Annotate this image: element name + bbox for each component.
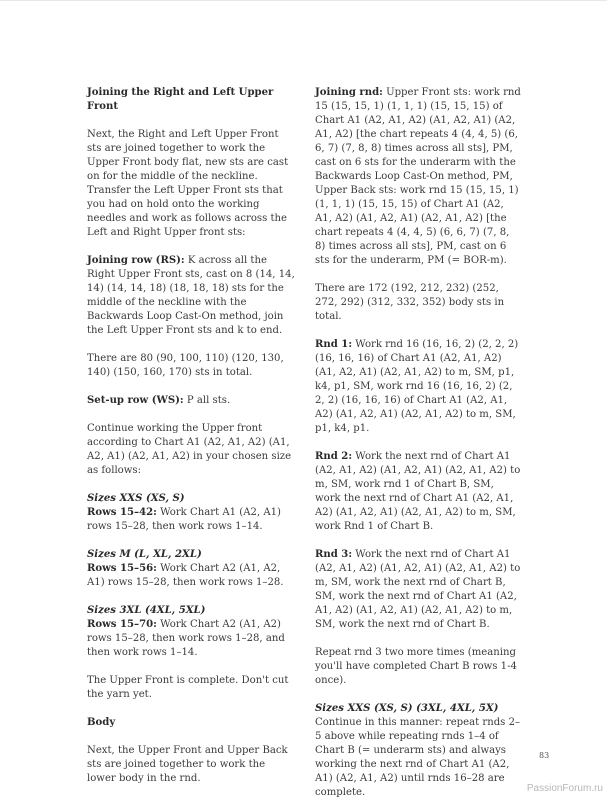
sizes-m-rows-text: Work Chart A2 (A1, A2, A1) rows 15–28, then work rows 1–28. xyxy=(87,563,284,588)
sizes-3xl-rows-text: Work Chart A2 (A1, A2) rows 15–28, then work rows 1–28, and then work rows 1–14. xyxy=(87,619,285,658)
rnd1-paragraph xyxy=(315,338,521,436)
sizes-3xl-heading: Sizes 3XL (4XL, 5XL) xyxy=(87,605,206,616)
rnd1-text: Work rnd 16 (16, 16, 2) (2, 2, 2) (16, 16, 16) of Chart A1 (A2, A1, A2) (A1, A2, A1) (A2, A1, A2) to m, SM, p1, k4, p1, SM, work rnd 16 (16, 16, 2) (2, 2, 2) (16, 16, 16) of Chart A1 (A2, A1, A2) (A1, A2, A1) (A2, A1, A2) to m, SM, p1, k4, p1. xyxy=(315,339,519,434)
rnd2-text: Work the next rnd of Chart A1 (A2, A1, A2) (A1, A2, A1) (A2, A1, A2) to m, SM, work rnd 1 of Chart B, SM, work the next rnd of Chart A1 (A2, A1, A2) (A1, A2, A1) (A2, A1, A2) to m, SM, work Rnd 1 of Chart B. xyxy=(315,451,521,532)
setup-row-text: P all sts. xyxy=(183,395,231,406)
sizes-xxs-heading: Sizes XXS (XS, S) xyxy=(87,493,185,504)
page-top-rule xyxy=(0,0,607,1)
sizes-paragraph: Continue in this manner: repeat rnds 2–5 above while repeating rnds 1–4 of Chart B (= underarm sts) and always working the next rnd of Chart A1 (A2, A1) (A2, A1, A2) until rnds 16–28 are complete. xyxy=(315,717,521,798)
right-column xyxy=(315,86,521,800)
joining-row-paragraph xyxy=(87,254,295,338)
rnd2-label: Rnd 2: xyxy=(315,451,353,462)
heading-body: Body xyxy=(87,717,116,728)
rnd2-paragraph xyxy=(315,450,521,534)
joining-rnd-label: Joining rnd: xyxy=(315,87,383,98)
setup-row-paragraph xyxy=(87,394,295,408)
rnd3-text: Work the next rnd of Chart A1 (A2, A1, A2) (A1, A2, A1) (A2, A1, A2) to m, SM, work the next rnd of Chart B, SM, work the next rnd of Chart A1 (A2, A1, A2) (A1, A2, A1) (A2, A1, A2) to m, SM, work the next rnd of Chart B. xyxy=(315,549,521,630)
rnd3-paragraph xyxy=(315,548,521,632)
sizes-xxs-rows xyxy=(87,506,295,534)
sizes-xxs-rows-label: Rows 15–42: xyxy=(87,507,157,518)
rnd1-label: Rnd 1: xyxy=(315,339,353,350)
body-sts-paragraph: There are 172 (192, 212, 232) (252, 272, 292) (312, 332, 352) body sts in total. xyxy=(315,283,505,322)
setup-row-label: Set-up row (WS): xyxy=(87,395,184,406)
sizes-3xl-rows xyxy=(87,618,295,660)
sizes-heading: Sizes XXS (XS, S) (3XL, 4XL, 5X) xyxy=(315,703,499,714)
sizes-xxs-rows-text: Work Chart A1 (A2, A1) rows 15–28, then work rows 1–14. xyxy=(87,507,281,532)
body-paragraph: Next, the Upper Front and Upper Back sts are joined together to work the lower body in the rnd. xyxy=(87,745,288,784)
joining-rnd-paragraph xyxy=(315,86,521,268)
sizes-3xl-rows-label: Rows 15–70: xyxy=(87,619,157,630)
sizes-m-rows xyxy=(87,562,295,590)
left-column xyxy=(87,86,295,786)
intro-paragraph: Next, the Right and Left Upper Front sts are joined together to work the Upper Front body flat, new sts are cast on for the middle of the neckline. Transfer the Left Upper Front sts that you had on hold onto the working needles and work as follows across the Left and Right Upper front sts: xyxy=(87,129,289,238)
joining-row-label: Joining row (RS): xyxy=(87,255,185,266)
upper-front-complete-paragraph: The Upper Front is complete. Don't cut the yarn yet. xyxy=(87,675,289,700)
watermark: PassionForum.ru xyxy=(526,783,603,794)
heading-joining-upper-front: Joining the Right and Left Upper Front xyxy=(87,87,274,112)
rnd3-label: Rnd 3: xyxy=(315,549,353,560)
page-number: 83 xyxy=(539,751,550,760)
sizes-m-heading: Sizes M (L, XL, 2XL) xyxy=(87,549,202,560)
joining-rnd-text: Upper Front sts: work rnd 15 (15, 15, 1) (1, 1, 1) (15, 15, 15) of Chart A1 (A2, A1, A2) (A1, A2, A1) (A2, A1, A2) [the chart repeats 4 (4, 4, 5) (6, 6, 7) (7, 8, 8) times across all sts], PM, cast on 6 sts for the underarm with the Backwards Loop Cast-On method, PM, Upper Back sts: work rnd 15 (15, 15, 1) (1, 1, 1) (15, 15, 15) of Chart A1 (A2, A1, A2) (A1, A2, A1) (A2, A1, A2) [the chart repeats 4 (4, 4, 5) (6, 6, 7) (7, 8, 8) times across all sts], PM, cast on 6 sts for the underarm, PM (= BOR-m). xyxy=(315,87,521,266)
joining-row-text: K across all the Right Upper Front sts, cast on 8 (14, 14, 14) (14, 14, 18) (18, 18, 18) sts for the middle of the neckline with the Backwards Loop Cast-On method, join the Left Upper Front sts and k to end. xyxy=(87,255,295,336)
continue-paragraph: Continue working the Upper front according to Chart A1 (A2, A1, A2) (A1, A2, A1) (A2, A1, A2) in your chosen size as follows: xyxy=(87,423,292,476)
sts-total-paragraph: There are 80 (90, 100, 110) (120, 130, 140) (150, 160, 170) sts in total. xyxy=(87,353,284,378)
repeat-paragraph: Repeat rnd 3 two more times (meaning you'll have completed Chart B rows 1-4 once). xyxy=(315,647,517,686)
sizes-m-rows-label: Rows 15–56: xyxy=(87,563,157,574)
